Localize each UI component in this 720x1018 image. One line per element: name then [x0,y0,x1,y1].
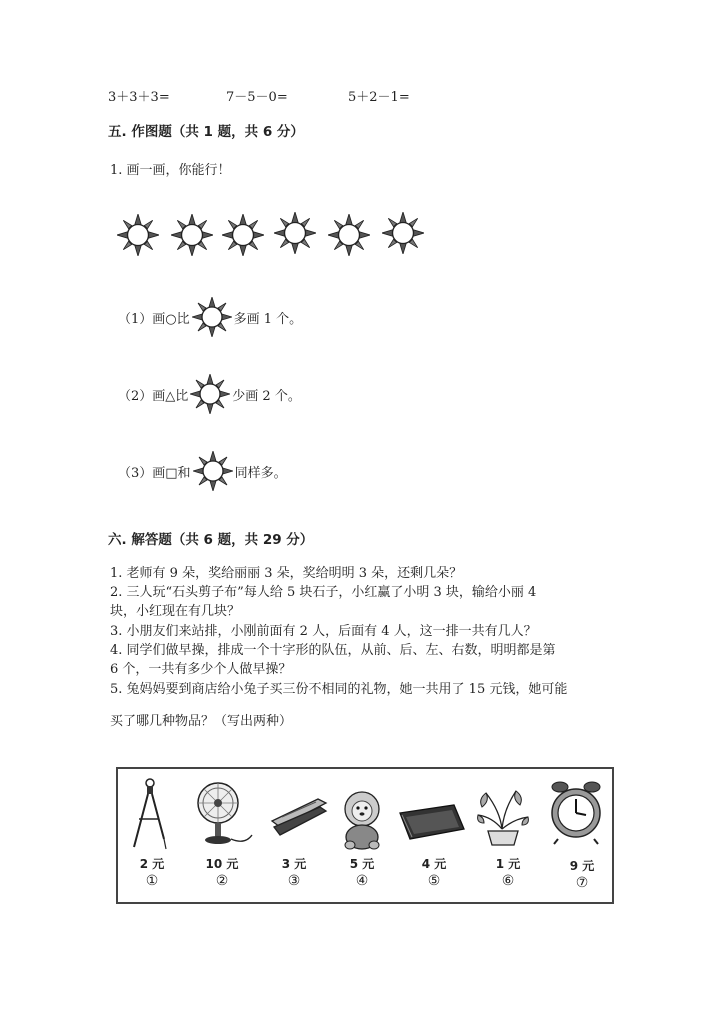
fan-icon [190,779,260,847]
sub1-post: 多画 1 个。 [233,311,303,327]
sun-icon [190,374,230,414]
item-num-2: ② [215,873,229,889]
pencil-case-icon [396,801,466,843]
item-num-3: ③ [287,873,301,889]
item-num-4: ④ [355,873,369,889]
item-price-4: 5 元 [349,857,375,871]
sub3-post: 同样多。 [234,465,287,481]
item-price-3: 3 元 [281,857,307,871]
s6-line-6: 6 个，一共有多少个人做早操？ [110,662,292,677]
item-num-6: ⑥ [501,873,515,889]
item-price-5: 4 元 [421,857,447,871]
plant-icon [472,781,534,851]
sub2-post: 少画 2 个。 [232,388,301,404]
sun-icon [192,297,232,337]
sun-icon [274,212,316,254]
items-price-box [116,767,614,904]
s6-line-3: 块，小红现在有几块？ [110,604,241,619]
sun-icon [222,214,264,256]
item-num-5: ⑤ [427,873,441,889]
sub3-pre: （3）画□和 [118,465,191,481]
item-price-2: 10 元 [205,857,239,871]
arith-q1: 3＋3＋3= [108,90,170,105]
compass-icon [128,777,172,853]
section5-title: 五. 作图题（共 1 题，共 6 分） [108,124,304,140]
s6-line-2: 2. 三人玩“石头剪子布”每人给 5 块石子，小红赢了小明 3 块，输给小丽 4 [110,585,537,600]
arith-q3: 5＋2－1= [348,90,410,105]
sub2-pre: （2）画△比 [118,388,189,404]
s6-line-5: 4. 同学们做早操，排成一个十字形的队伍，从前、后、左、右数，明明都是第 [110,643,556,658]
item-num-7: ⑦ [575,875,589,891]
sun-icon [171,214,213,256]
item-price-6: 1 元 [495,857,521,871]
stapler-icon [268,793,330,841]
s6-line-4: 3. 小朋友们来站排，小刚前面有 2 人，后面有 4 人，这一排一共有几人？ [110,624,537,639]
item-price-7: 9 元 [569,859,595,873]
section6-title: 六. 解答题（共 6 题，共 29 分） [108,532,314,548]
sub-question-2 [118,374,301,414]
sub-question-3 [118,451,287,491]
s6-line-8: 买了哪几种物品？（写出两种） [110,714,293,729]
section5-q1: 1. 画一画，你能行！ [110,163,231,178]
s6-line-7: 5. 兔妈妈要到商店给小兔子买三份不相同的礼物，她一共用了 15 元钱，她可能 [110,682,568,697]
sun-icon [117,214,159,256]
s6-line-1: 1. 老师有 9 朵，奖给丽丽 3 朵，奖给明明 3 朵，还剩几朵？ [110,566,463,581]
sun-icon [382,212,424,254]
item-price-1: 2 元 [139,857,165,871]
sun-icon [328,214,370,256]
arith-q2: 7－5－0= [226,90,288,105]
toy-bear-icon [340,789,384,851]
sun-icon [193,451,233,491]
item-num-1: ① [145,873,159,889]
alarm-clock-icon [548,779,604,845]
sub1-pre: （1）画○比 [118,311,190,327]
sub-question-1 [118,297,302,337]
